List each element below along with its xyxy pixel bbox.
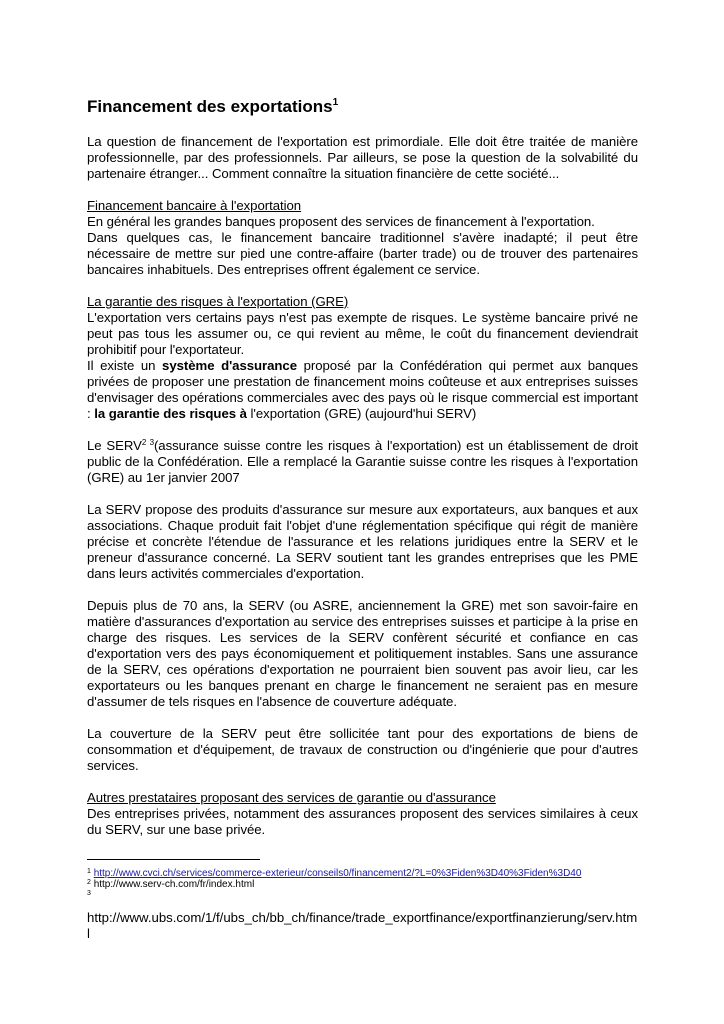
- section3-text: Des entreprises privées, notamment des assurances proposent des services similaires à ceux du SERV, sur une base privée.: [87, 806, 638, 837]
- history-paragraph: Depuis plus de 70 ans, la SERV (ou ASRE, anciennement la GRE) met son savoir-faire en matière d'assurances d'exportation au service des entreprises suisses et participe à la prise en charge des risques. Les services de la SERV confèrent sécurité et confiance en cas d'exportation vers des pays économiquement et politiquement instables. Sans une assurance de la SERV, ces opérations d'exportation ne pourraient bien souvent pas avoir lieu, car les exportateurs ou les banques prenant en charge le financement ne seraient pas en mesure d'assumer de tels risques en l'absence de couverture adéquate.: [87, 598, 638, 709]
- products-paragraph: La SERV propose des produits d'assurance sur mesure aux exportateurs, aux banques et aux associations. Chaque produit fait l'objet d'une réglementation spécifique qui régit de manière précise et concrète l'étendue de l'assurance et les relations juridiques entre la SERV et le preneur d'assurance concerné. La SERV soutient tant les grandes entreprises que les PME dans leurs activités commerciales d'exportation.: [87, 502, 638, 581]
- coverage-paragraph: La couverture de la SERV peut être sollicitée tant pour des exportations de biens de consommation et d'équipement, de travaux de construction ou d'ingénierie que pour d'autres services.: [87, 726, 638, 773]
- page-title-text: Financement des exportations: [87, 97, 333, 116]
- serv-para-a: Le SERV: [87, 438, 142, 453]
- page-title: [87, 95, 638, 119]
- serv-paragraph: [87, 438, 638, 486]
- section-heading-financement-bancaire: Financement bancaire à l'exportation: [87, 198, 302, 213]
- footnote-divider: [87, 859, 260, 860]
- intro-paragraph: La question de financement de l'exportation est primordiale. Elle doit être traitée de manière professionnelle, par des professionnels. Par ailleurs, se pose la question de la solvabilité du partenaire étranger... Comment connaître la situation financière de cette société...: [87, 134, 638, 181]
- footnote-2: [87, 879, 638, 890]
- section1-line2: Dans quelques cas, le financement bancaire traditionnel s'avère inadapté; il peut être nécessaire de mettre sur pied une contre-affaire (barter trade) ou de trouver des partenaires bancaires inhabituels. Des entreprises offrent également ce service.: [87, 230, 638, 277]
- title-footnote-ref[interactable]: 1: [332, 97, 339, 108]
- footnote-1-num: 1: [87, 868, 91, 875]
- serv-footnote-refs[interactable]: 2 3: [141, 438, 154, 447]
- section1-line1: En général les grandes banques proposent des services de financement à l'exportation.: [87, 214, 595, 229]
- footnote-3-url: http://www.ubs.com/1/f/ubs_ch/bb_ch/finance/trade_exportfinance/exportfinanzierung/serv.html: [87, 910, 638, 941]
- footnote-2-url: http://www.serv-ch.com/fr/index.html: [93, 879, 255, 890]
- footnote-1: [87, 868, 638, 879]
- footnote-2-num: 2: [87, 879, 91, 886]
- section-autres-prestataires: [87, 790, 638, 838]
- serv-para-b: (assurance suisse contre les risques à l'exportation) est un établissement de droit public de la Confédération. Elle a remplacé la Garantie suisse contre les risques à l'exportation (GRE) au 1er janvier 2007: [87, 438, 638, 485]
- footnotes: [87, 859, 638, 942]
- section2-bold-systeme: système d'assurance: [162, 358, 297, 373]
- section-financement-bancaire: [87, 198, 638, 278]
- section2-bold-garantie: la garantie des risques à: [94, 406, 247, 421]
- footnote-1-link[interactable]: http://www.cvci.ch/services/commerce-exterieur/conseils0/financement2/?L=0%3Fiden%3D40%3Fiden%3D40: [93, 868, 582, 879]
- section2-p2-b: proposé par la Confédération qui permet aux banques privées de proposer une prestation de financement moins coûteuse et aux entreprises suisses d'envisager des opérations commerciales avec des pays où le risque commercial est important :: [87, 358, 638, 421]
- document-page: [87, 95, 638, 854]
- section-heading-autres-prestataires: Autres prestataires proposant des services de garantie ou d'assurance: [87, 790, 496, 805]
- document-body: [87, 134, 638, 838]
- section2-line1: L'exportation vers certains pays n'est pas exempte de risques. Le système bancaire privé ne peut pas tous les assumer ou, ce qui revient au même, le coût du financement deviendrait prohibitif pour l'exportateur.: [87, 310, 638, 357]
- section2-p2-c: l'exportation (GRE) (aujourd'hui SERV): [246, 406, 477, 421]
- footnote-3-num: 3: [87, 890, 91, 897]
- footnote-3: [87, 890, 638, 901]
- section-garantie-risques: [87, 294, 638, 422]
- section2-p2-a: Il existe un: [87, 358, 163, 373]
- section-heading-garantie-risques: La garantie des risques à l'exportation (GRE): [87, 294, 349, 309]
